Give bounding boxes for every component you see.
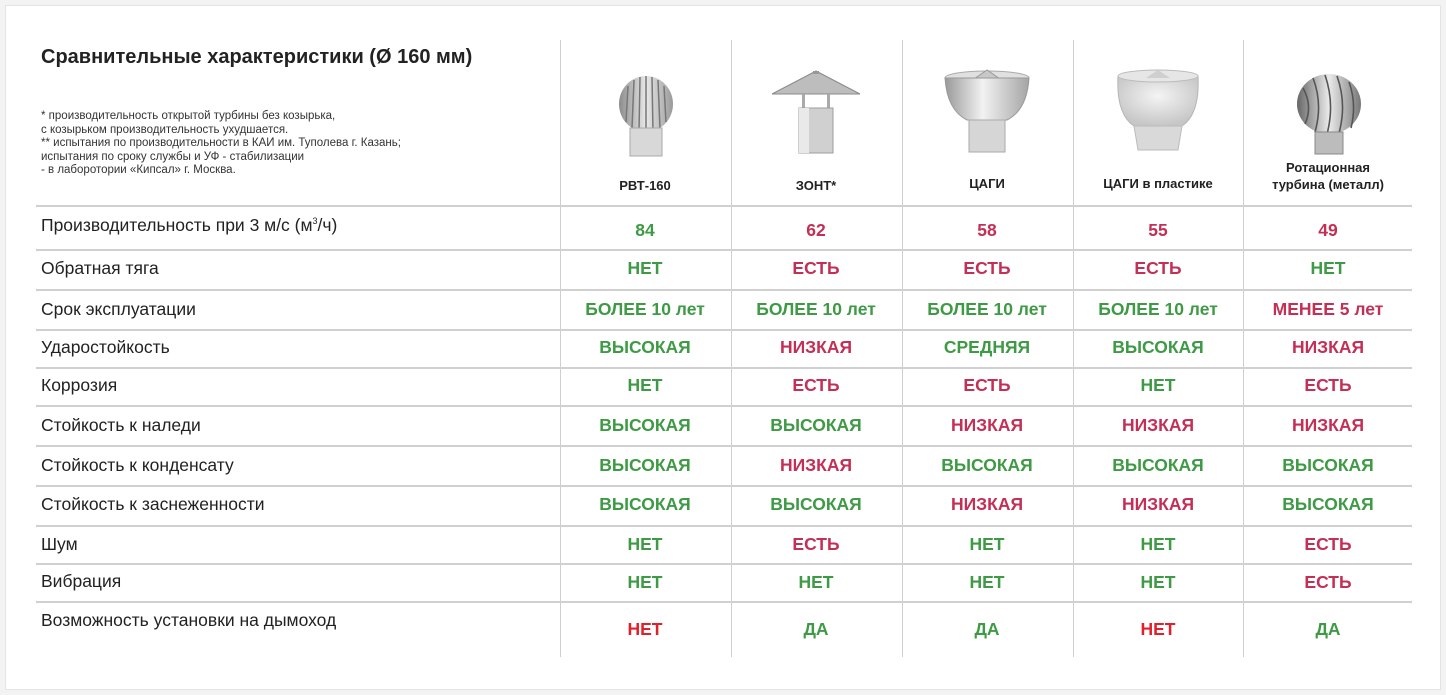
row-separator: [36, 601, 1412, 603]
page-title: Сравнительные характеристики (Ø 160 мм): [41, 46, 473, 68]
value-cell: ВЫСОКАЯ: [1112, 455, 1204, 475]
value-cell: 58: [977, 220, 997, 240]
value-cell: ВЫСОКАЯ: [599, 415, 691, 435]
value-cell: НИЗКАЯ: [1291, 337, 1365, 357]
row-separator: [36, 485, 1412, 487]
product-name-tsagi-plastic: ЦАГИ в пластике: [1103, 176, 1213, 191]
product-name-line: турбина (металл): [1272, 177, 1384, 192]
product-name-zont: ЗОНТ*: [795, 178, 837, 193]
row-label-noise: Шум: [41, 534, 78, 554]
value-cell: НИЗКАЯ: [1121, 494, 1195, 514]
row-separator: [36, 405, 1412, 407]
value-cell: ЕСТЬ: [792, 258, 840, 278]
value-cell: ЕСТЬ: [1304, 572, 1352, 592]
row-label-performance: [41, 215, 337, 236]
row-separator: [36, 367, 1412, 369]
value-cell: БОЛЕЕ 10 лет: [585, 299, 705, 319]
value-cell: ЕСТЬ: [1134, 258, 1182, 278]
row-separator: [36, 329, 1412, 331]
value-cell: НЕТ: [627, 572, 663, 592]
footnote: [41, 110, 521, 178]
value-cell: НЕТ: [798, 572, 834, 592]
row-separator: [36, 249, 1412, 251]
footnote-line: - в лабоpотории «Кипсал» г. Москва.: [41, 164, 236, 177]
row-label-impact-resistance: Ударостойкость: [41, 337, 170, 357]
row-label-snow-resistance: Стойкость к заснеженности: [41, 494, 265, 514]
rvt-turbine-icon: [596, 72, 696, 162]
row-label-text: Производительность при 3 м/с (м: [41, 215, 313, 235]
value-cell: ВЫСОКАЯ: [1282, 455, 1374, 475]
value-cell: НИЗКАЯ: [779, 455, 853, 475]
value-cell: ВЫСОКАЯ: [770, 494, 862, 514]
value-cell: БОЛЕЕ 10 лет: [927, 299, 1047, 319]
value-cell: НЕТ: [1140, 572, 1176, 592]
footnote-line: с козырьком производительность ухудшается.: [41, 123, 289, 136]
value-cell: НЕТ: [1140, 375, 1176, 395]
value-cell: НИЗКАЯ: [1291, 415, 1365, 435]
value-cell: НИЗКАЯ: [779, 337, 853, 357]
row-label-service-life: Срок эксплуатации: [41, 299, 196, 319]
value-cell: НЕТ: [627, 619, 663, 639]
value-cell: ЕСТЬ: [1304, 375, 1352, 395]
row-label-vibration: Вибрация: [41, 571, 122, 591]
value-cell: НЕТ: [627, 375, 663, 395]
value-cell: ДА: [974, 619, 1000, 639]
footnote-line: * производительность открытой турбины без козырька,: [41, 110, 336, 122]
value-cell: ВЫСОКАЯ: [599, 337, 691, 357]
value-cell: НЕТ: [1310, 258, 1346, 278]
product-name-rotary-turbine: [1244, 159, 1412, 193]
value-cell: МЕНЕЕ 5 лет: [1272, 299, 1384, 319]
row-separator: [36, 563, 1412, 565]
value-cell: ВЫСОКАЯ: [1112, 337, 1204, 357]
row-label-text: /ч): [317, 215, 338, 235]
row-label-backdraft: Обратная тяга: [41, 258, 159, 278]
umbrella-cap-icon: [766, 68, 866, 158]
value-cell: ВЫСОКАЯ: [599, 455, 691, 475]
row-label-condensate-resistance: Стойкость к конденсату: [41, 455, 234, 475]
row-separator: [36, 205, 1412, 207]
product-name-tsagi: ЦАГИ: [969, 176, 1005, 191]
value-cell: НИЗКАЯ: [950, 494, 1024, 514]
value-cell: ДА: [803, 619, 829, 639]
value-cell: ЕСТЬ: [792, 375, 840, 395]
row-separator: [36, 525, 1412, 527]
footnote-line: ** испытания по производительности в КАИ им. Туполева г. Казань;: [41, 137, 401, 150]
value-cell: ЕСТЬ: [1304, 534, 1352, 554]
value-cell: НЕТ: [1140, 534, 1176, 554]
value-cell: 49: [1318, 220, 1338, 240]
superscript-unit: 3: [312, 216, 318, 227]
value-cell: НЕТ: [627, 534, 663, 554]
value-cell: ЕСТЬ: [963, 375, 1011, 395]
value-cell: ВЫСОКАЯ: [1282, 494, 1374, 514]
value-cell: НИЗКАЯ: [950, 415, 1024, 435]
row-label-corrosion: Коррозия: [41, 375, 118, 395]
value-cell: НЕТ: [627, 258, 663, 278]
rotary-turbine-icon: [1279, 70, 1379, 160]
value-cell: БОЛЕЕ 10 лет: [1098, 299, 1218, 319]
row-label-ice-resistance: Стойкость к наледи: [41, 415, 201, 435]
value-cell: 62: [806, 220, 826, 240]
value-cell: ВЫСОКАЯ: [770, 415, 862, 435]
row-separator: [36, 445, 1412, 447]
value-cell: ЕСТЬ: [963, 258, 1011, 278]
value-cell: НЕТ: [969, 572, 1005, 592]
tsagi-plastic-icon: [1108, 66, 1208, 156]
value-cell: СРЕДНЯЯ: [943, 337, 1031, 357]
value-cell: 55: [1148, 220, 1168, 240]
row-separator: [36, 289, 1412, 291]
value-cell: НЕТ: [1140, 619, 1176, 639]
value-cell: ДА: [1315, 619, 1341, 639]
value-cell: ВЫСОКАЯ: [941, 455, 1033, 475]
value-cell: 84: [635, 220, 655, 240]
footnote-line: испытания по сроку службы и УФ - стабилизации: [41, 150, 305, 163]
value-cell: ВЫСОКАЯ: [599, 494, 691, 514]
value-cell: БОЛЕЕ 10 лет: [756, 299, 876, 319]
product-name-rvt160: РВТ-160: [619, 178, 671, 193]
product-name-line: Ротационная: [1285, 160, 1370, 175]
value-cell: НИЗКАЯ: [1121, 415, 1195, 435]
value-cell: ЕСТЬ: [792, 534, 840, 554]
tsagi-deflector-icon: [937, 66, 1037, 156]
row-label-chimney-install: Возможность установки на дымоход: [41, 610, 337, 630]
value-cell: НЕТ: [969, 534, 1005, 554]
